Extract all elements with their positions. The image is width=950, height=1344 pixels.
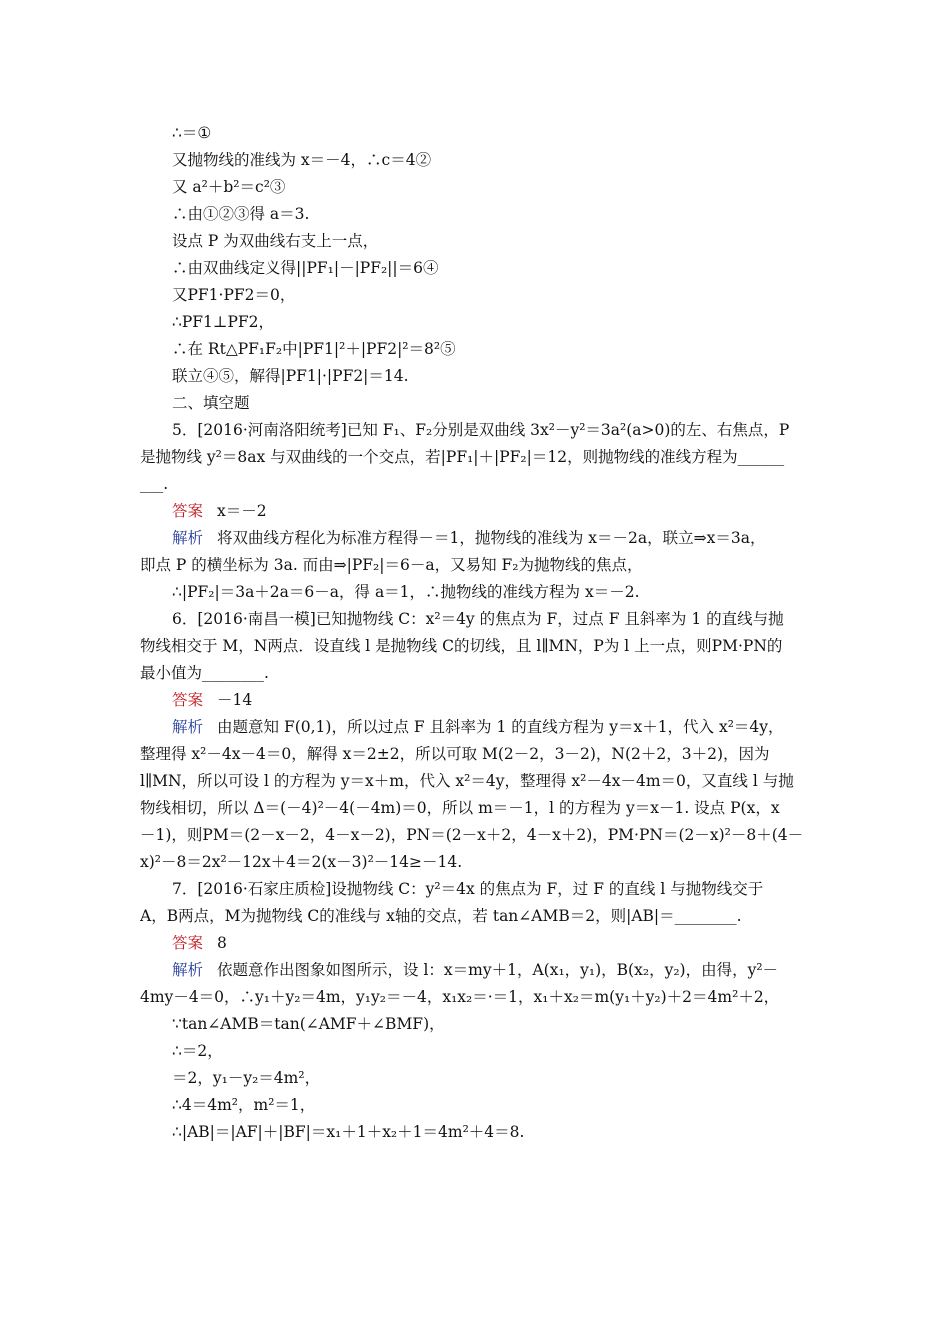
question-stem: 7．[2016·石家庄质检]设抛物线 C：y²＝4x 的焦点为 F，过 F 的直线 l 与抛物线交于 [172, 880, 764, 898]
answer-line [140, 498, 812, 525]
answer-line [140, 930, 812, 957]
analysis-line [140, 525, 812, 552]
text-line: 又抛物线的准线为 x＝－4，∴c＝4② [172, 151, 432, 169]
analysis-text: ∴4＝4m²，m²＝1， [172, 1096, 316, 1114]
question-stem: 6．[2016·南昌一模]已知抛物线 C：x²＝4y 的焦点为 F，过点 F 且斜率为 1 的直线与抛 [172, 610, 784, 628]
answer-label: 答案 [172, 934, 204, 952]
analysis-line [140, 714, 812, 741]
analysis-text: 整理得 x²－4x－4＝0，解得 x＝2±2，所以可取 M(2－2，3－2)，N(2＋2，3＋2)，因为 [140, 745, 770, 763]
analysis-label: 解析 [172, 718, 204, 736]
document-page [140, 120, 812, 1146]
analysis-text: －1)，则PM＝(2－x－2，4－x－2)，PN＝(2－x＋2，4－x＋2)，PM·PN＝(2－x)²－8＋(4－ [140, 826, 804, 844]
text-line: ∴PF1⊥PF2， [172, 313, 275, 331]
analysis-text: 由题意知 F(0,1)，所以过点 F 且斜率为 1 的直线方程为 y＝x＋1，代入 x²＝4y， [217, 718, 784, 736]
analysis-text: 将双曲线方程化为标准方程得－＝1，抛物线的准线为 x＝－2a，联立⇒x＝3a， [217, 529, 766, 547]
question-stem: 5．[2016·河南洛阳统考]已知 F₁、F₂分别是双曲线 3x²－y²＝3a²(a>0)的左、右焦点，P [172, 421, 790, 439]
analysis-text: ∴|PF₂|＝3a＋2a＝6－a，得 a＝1，∴抛物线的准线方程为 x＝－2. [172, 583, 640, 601]
question-stem: 是抛物线 y²＝8ax 与双曲线的一个交点，若|PF₁|＋|PF₂|＝12，则抛物线的准线方程为______ [140, 448, 785, 466]
text-line: ∴由①②③得 a＝3. [172, 205, 310, 223]
answer-value: 8 [217, 934, 227, 952]
analysis-label: 解析 [172, 961, 204, 979]
analysis-text: ∴|AB|＝|AF|＋|BF|＝x₁＋1＋x₂＋1＝4m²＋4＝8. [172, 1123, 525, 1141]
text-line: 设点 P 为双曲线右支上一点， [172, 232, 379, 250]
answer-value: x＝－2 [217, 502, 267, 520]
analysis-line [140, 957, 812, 984]
analysis-text: 即点 P 的横坐标为 3a. 而由⇒|PF₂|＝6－a，又易知 F₂为抛物线的焦点， [140, 556, 643, 574]
text-line: ∴由双曲线定义得||PF₁|－|PF₂||＝6④ [172, 259, 439, 277]
text-line: 又 a²＋b²＝c²③ [172, 178, 286, 196]
section-title: 二、填空题 [172, 394, 250, 412]
answer-value: －14 [217, 691, 253, 709]
text-line: 又PF1·PF2＝0， [172, 286, 296, 304]
analysis-text: 物线相切，所以 Δ＝(－4)²－4(－4m)＝0，所以 m＝－1，l 的方程为 y＝x－1. 设点 P(x，x [140, 799, 780, 817]
text-line: ∴＝① [172, 124, 212, 142]
analysis-label: 解析 [172, 529, 204, 547]
answer-line [140, 687, 812, 714]
question-7 [140, 876, 812, 1146]
question-stem: A，B两点，M为抛物线 C的准线与 x轴的交点，若 tan∠AMB＝2，则|AB|＝________. [140, 907, 742, 925]
answer-label: 答案 [172, 502, 204, 520]
analysis-text: 4my－4＝0，∴y₁＋y₂＝4m，y₁y₂＝－4，x₁x₂＝·＝1，x₁＋x₂＝m(y₁＋y₂)＋2＝4m²＋2， [140, 988, 780, 1006]
analysis-text: 依题意作出图象如图所示，设 l：x＝my＋1，A(x₁，y₁)，B(x₂，y₂)，由得，y²－ [217, 961, 779, 979]
answer-label: 答案 [172, 691, 204, 709]
question-5 [140, 417, 812, 606]
text-line: 联立④⑤，解得|PF1|·|PF2|＝14. [172, 367, 409, 385]
question-stem: ___. [140, 475, 169, 493]
analysis-text: l∥MN，所以可设 l 的方程为 y＝x＋m，代入 x²＝4y，整理得 x²－4x－4m＝0，又直线 l 与抛 [140, 772, 794, 790]
analysis-text: ∵tan∠AMB＝tan(∠AMF＋∠BMF)， [172, 1015, 445, 1033]
question-6 [140, 606, 812, 876]
question-stem: 最小值为________. [140, 664, 269, 682]
analysis-text: ＝2，y₁－y₂＝4m²， [172, 1069, 321, 1087]
question-stem: 物线相交于 M，N两点．设直线 l 是抛物线 C的切线，且 l∥MN，P为 l 上一点，则PM·PN的 [140, 637, 783, 655]
analysis-text: ∴＝2， [172, 1042, 223, 1060]
text-line: ∴在 Rt△PF₁F₂中|PF1|²＋|PF2|²＝8²⑤ [172, 340, 456, 358]
analysis-text: x)²－8＝2x²－12x＋4＝2(x－3)²－14≥－14. [140, 853, 463, 871]
prev-solution [140, 120, 812, 390]
